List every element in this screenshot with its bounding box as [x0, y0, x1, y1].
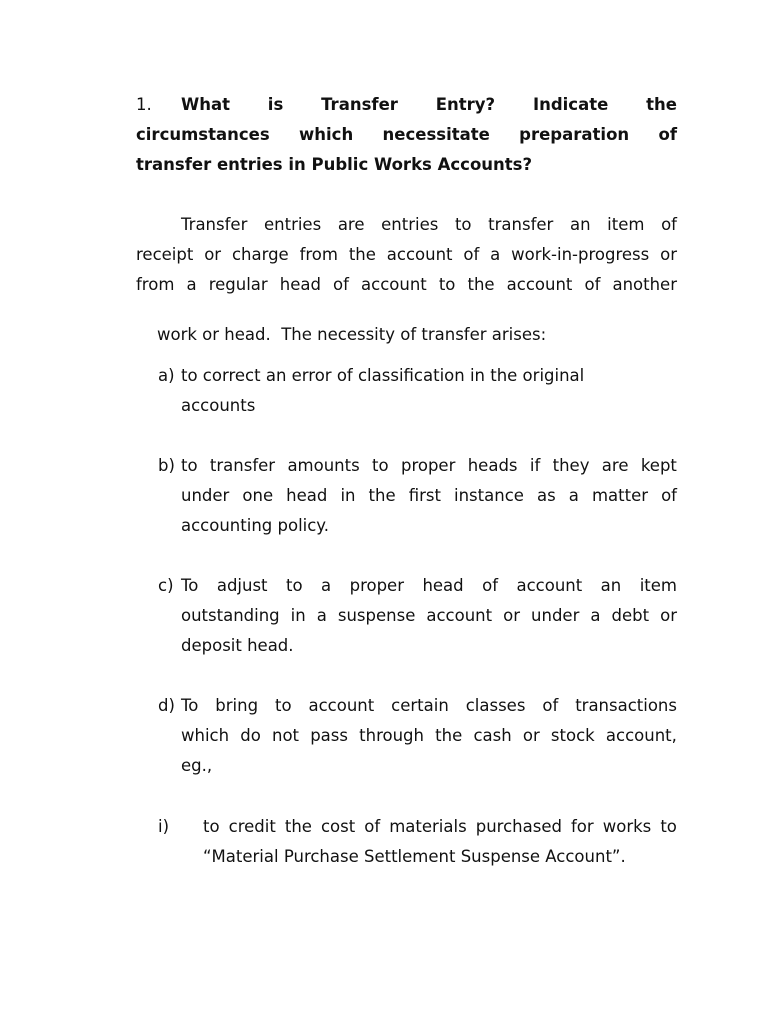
word: instance — [454, 486, 524, 505]
word: materials — [389, 817, 467, 836]
word: from — [136, 275, 175, 294]
list-marker-a — [158, 366, 175, 386]
word: a — [568, 486, 579, 505]
word: account — [361, 275, 427, 294]
question-number-text: 1. — [136, 95, 152, 114]
word: stock — [550, 726, 595, 745]
word: head — [286, 486, 328, 505]
word: to — [438, 275, 456, 294]
word: account — [426, 606, 493, 625]
word: which — [299, 125, 354, 144]
word: a — [186, 275, 197, 294]
word: the — [348, 245, 376, 264]
list-item-c-line-1 — [181, 576, 677, 596]
word: one — [242, 486, 274, 505]
answer-line-2 — [136, 245, 677, 265]
marker-text: a) — [158, 366, 175, 385]
word: to — [454, 215, 472, 234]
word: receipt — [136, 245, 194, 264]
word: preparation — [519, 125, 630, 144]
word: head — [422, 576, 464, 595]
word: classes — [465, 696, 526, 715]
list-item-d-line-2 — [181, 726, 677, 746]
question-line-3 — [136, 155, 532, 175]
word: through — [359, 726, 424, 745]
word: of — [482, 576, 499, 595]
word: Indicate — [532, 95, 609, 114]
word: or — [660, 606, 677, 625]
word: do — [240, 726, 261, 745]
word: in — [290, 606, 306, 625]
word: of — [661, 486, 677, 505]
word: to — [285, 576, 303, 595]
word: purchased — [475, 817, 562, 836]
word: are — [337, 215, 365, 234]
list-marker-i — [158, 817, 169, 837]
word: or — [204, 245, 222, 264]
list-item-d-line-1 — [181, 696, 677, 716]
word: works — [602, 817, 652, 836]
word: certain — [391, 696, 449, 715]
word: heads — [467, 456, 518, 475]
answer-line-3 — [136, 275, 677, 295]
list-item-b-line-2 — [181, 486, 677, 506]
list-item-c-line-3 — [181, 636, 294, 656]
word: proper — [400, 456, 456, 475]
word: as — [536, 486, 556, 505]
word: suspense — [337, 606, 416, 625]
word: kept — [640, 456, 677, 475]
word: if — [529, 456, 541, 475]
word: first — [408, 486, 441, 505]
word: Transfer — [181, 215, 248, 234]
word: a — [590, 606, 601, 625]
word: adjust — [216, 576, 268, 595]
word: charge — [231, 245, 289, 264]
word: of — [364, 817, 381, 836]
word: item — [639, 576, 677, 595]
line-text: “Material Purchase Settlement Suspense Account”. — [203, 847, 626, 866]
word: the — [435, 726, 463, 745]
word: not — [272, 726, 300, 745]
word: matter — [591, 486, 649, 505]
word: for — [571, 817, 594, 836]
word: regular — [208, 275, 268, 294]
sub-item-i-line-2 — [203, 847, 626, 867]
word: outstanding — [181, 606, 280, 625]
word: in — [340, 486, 356, 505]
word: of — [658, 125, 677, 144]
word: an — [569, 215, 591, 234]
word: account — [308, 696, 375, 715]
word: To — [181, 696, 199, 715]
word: the — [646, 95, 677, 114]
word: What — [181, 95, 230, 114]
word: which — [181, 726, 230, 745]
word: or — [503, 606, 521, 625]
word: of — [542, 696, 559, 715]
line-text: accounts — [181, 396, 256, 415]
list-item-b-line-3 — [181, 516, 329, 536]
word: cost — [320, 817, 356, 836]
list-marker-d — [158, 696, 175, 716]
answer-line-4-text: work or head. The necessity of transfer arises: — [156, 325, 547, 344]
sub-item-i-line-1 — [203, 817, 677, 837]
marker-text: d) — [158, 696, 175, 715]
word: is — [267, 95, 284, 114]
word: from — [299, 245, 338, 264]
word: to — [660, 817, 677, 836]
word: cash — [473, 726, 512, 745]
word: a — [490, 245, 501, 264]
word: to — [275, 696, 292, 715]
word: bring — [215, 696, 259, 715]
word: the — [467, 275, 495, 294]
word: a — [321, 576, 332, 595]
question-line-1 — [181, 95, 677, 115]
line-text: to correct an error of classification in the original — [181, 366, 585, 385]
word: entries — [263, 215, 322, 234]
word: necessitate — [382, 125, 490, 144]
line-text: accounting policy. — [181, 516, 329, 535]
word: the — [368, 486, 396, 505]
answer-line-1 — [181, 215, 677, 235]
word: of — [463, 245, 480, 264]
word: or — [522, 726, 540, 745]
word: transactions — [575, 696, 677, 715]
question-number — [136, 95, 152, 115]
word: To — [181, 576, 199, 595]
word: of — [333, 275, 349, 294]
line-text: deposit head. — [181, 636, 294, 655]
list-marker-c — [158, 576, 174, 596]
word: transfer — [209, 456, 276, 475]
marker-text: c) — [158, 576, 174, 595]
question-line-3-text: transfer entries in Public Works Accounts? — [136, 155, 533, 174]
word: to — [372, 456, 389, 475]
word: of — [661, 215, 677, 234]
word: amounts — [287, 456, 360, 475]
word: under — [181, 486, 230, 505]
list-item-b-line-1 — [181, 456, 677, 476]
list-item-a-line-1 — [181, 366, 584, 386]
line-text: eg., — [181, 756, 213, 775]
word: or — [660, 245, 677, 264]
word: work-in-progress — [511, 245, 650, 264]
word: an — [600, 576, 622, 595]
list-item-d-line-3 — [181, 756, 212, 776]
list-item-a-line-2 — [181, 396, 255, 416]
word: to — [203, 817, 220, 836]
word: under — [531, 606, 580, 625]
word: transfer — [488, 215, 554, 234]
word: head — [279, 275, 321, 294]
answer-line-4 — [136, 305, 546, 365]
word: credit — [228, 817, 276, 836]
word: account — [506, 275, 573, 294]
word: account, — [605, 726, 677, 745]
word: circumstances — [136, 125, 270, 144]
word: debt — [611, 606, 650, 625]
word: account — [516, 576, 583, 595]
word: proper — [349, 576, 404, 595]
word: pass — [310, 726, 348, 745]
marker-text: b) — [158, 456, 175, 475]
word: the — [284, 817, 312, 836]
marker-text: i) — [158, 817, 170, 836]
list-item-c-line-2 — [181, 606, 677, 626]
word: a — [316, 606, 327, 625]
word: account — [386, 245, 453, 264]
word: entries — [381, 215, 439, 234]
word: another — [612, 275, 677, 294]
word: Entry? — [435, 95, 496, 114]
word: are — [601, 456, 629, 475]
word: they — [552, 456, 590, 475]
word: of — [584, 275, 601, 294]
list-marker-b — [158, 456, 175, 476]
word: item — [607, 215, 645, 234]
question-line-2 — [136, 125, 677, 145]
word: to — [181, 456, 198, 475]
word: Transfer — [321, 95, 398, 114]
